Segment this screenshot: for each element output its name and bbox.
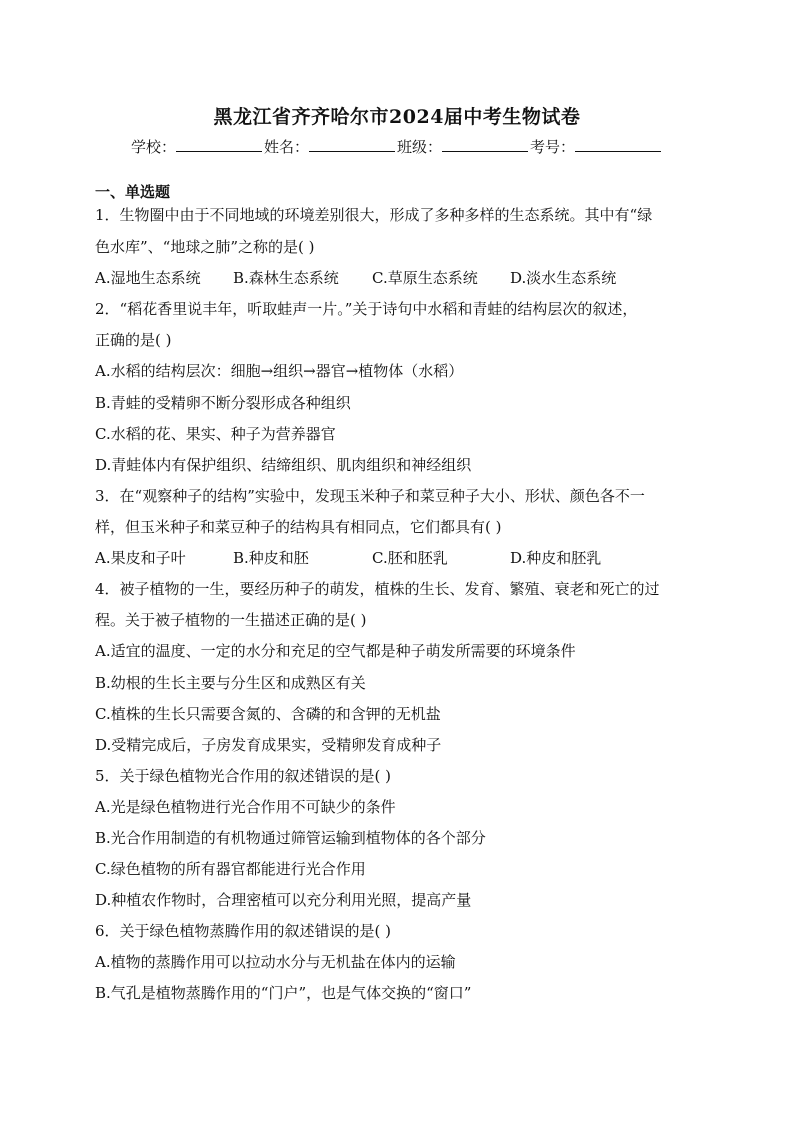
question-2-option-b: B.青蛙的受精卵不断分裂形成各种组织: [95, 394, 351, 412]
school-label: 学校：: [130, 138, 176, 156]
question-1-option-b: B.森林生态系统: [233, 269, 339, 287]
question-4-option-c: C.植株的生长只需要含氮的、含磷的和含钾的无机盐: [95, 705, 441, 723]
question-5-option-d: D.种植农作物时，合理密植可以充分利用光照，提高产量: [95, 891, 472, 909]
question-2-line-2: 正确的是( ): [95, 331, 172, 349]
question-1-option-a: A.湿地生态系统: [95, 269, 201, 287]
question-5-option-c: C.绿色植物的所有器官都能进行光合作用: [95, 860, 366, 878]
question-2-line-1: 2．“稻花香里说丰年，听取蛙声一片。”关于诗句中水稻和青蛙的结构层次的叙述，: [95, 300, 638, 318]
question-3-option-d: D.种皮和胚乳: [510, 549, 602, 567]
question-1-line-1: 1．生物圈中由于不同地域的环境差别很大，形成了多种多样的生态系统。其中有“绿: [95, 206, 653, 224]
question-4-option-a: A.适宜的温度、一定的水分和充足的空气都是种子萌发所需要的环境条件: [95, 642, 576, 660]
question-3-line-2: 样，但玉米种子和菜豆种子的结构具有相同点，它们都具有( ): [95, 518, 502, 536]
question-6-option-b: B.气孔是植物蒸腾作用的“门户”，也是气体交换的“窗口”: [95, 984, 472, 1002]
question-1-line-2: 色水库”、“地球之肺”之称的是( ): [95, 238, 315, 256]
class-blank: [442, 139, 528, 152]
student-info-row: [0, 136, 794, 157]
question-4-line-2: 程。关于被子植物的一生描述正确的是( ): [95, 611, 367, 629]
question-4-option-d: D.受精完成后，子房发育成果实，受精卵发育成种子: [95, 736, 442, 754]
question-3-line-1: 3．在“观察种子的结构”实验中，发现玉米种子和菜豆种子大小、形状、颜色各不一: [95, 487, 645, 505]
question-3-option-b: B.种皮和胚: [233, 549, 309, 567]
page-title: 黑龙江省齐齐哈尔市2024届中考生物试卷: [213, 106, 581, 128]
question-5-option-a: A.光是绿色植物进行光合作用不可缺少的条件: [95, 798, 396, 816]
question-3-option-c: C.胚和胚乳: [372, 549, 448, 567]
section-heading: 一、单选题: [95, 183, 171, 201]
question-4-line-1: 4．被子植物的一生，要经历种子的萌发，植株的生长、发育、繁殖、衰老和死亡的过: [95, 580, 660, 598]
question-5-line-1: 5．关于绿色植物光合作用的叙述错误的是( ): [95, 767, 392, 785]
school-blank: [176, 139, 262, 152]
question-1-option-c: C.草原生态系统: [372, 269, 478, 287]
question-6-option-a: A.植物的蒸腾作用可以拉动水分与无机盐在体内的运输: [95, 953, 456, 971]
class-label: 班级：: [397, 138, 443, 156]
question-2-option-d: D.青蛙体内有保护组织、结缔组织、肌肉组织和神经组织: [95, 456, 472, 474]
name-blank: [309, 139, 395, 152]
name-label: 姓名：: [263, 138, 309, 156]
question-6-line-1: 6．关于绿色植物蒸腾作用的叙述错误的是( ): [95, 922, 392, 940]
number-label: 考号：: [530, 138, 576, 156]
question-1-option-d: D.淡水生态系统: [510, 269, 617, 287]
question-4-option-b: B.幼根的生长主要与分生区和成熟区有关: [95, 674, 366, 692]
question-3-option-a: A.果皮和子叶: [95, 549, 186, 567]
number-blank: [575, 139, 661, 152]
question-2-option-c: C.水稻的花、果实、种子为营养器官: [95, 425, 336, 443]
question-2-option-a: A.水稻的结构层次：细胞→组织→器官→植物体（水稻）: [95, 362, 464, 380]
question-5-option-b: B.光合作用制造的有机物通过筛管运输到植物体的各个部分: [95, 829, 486, 847]
